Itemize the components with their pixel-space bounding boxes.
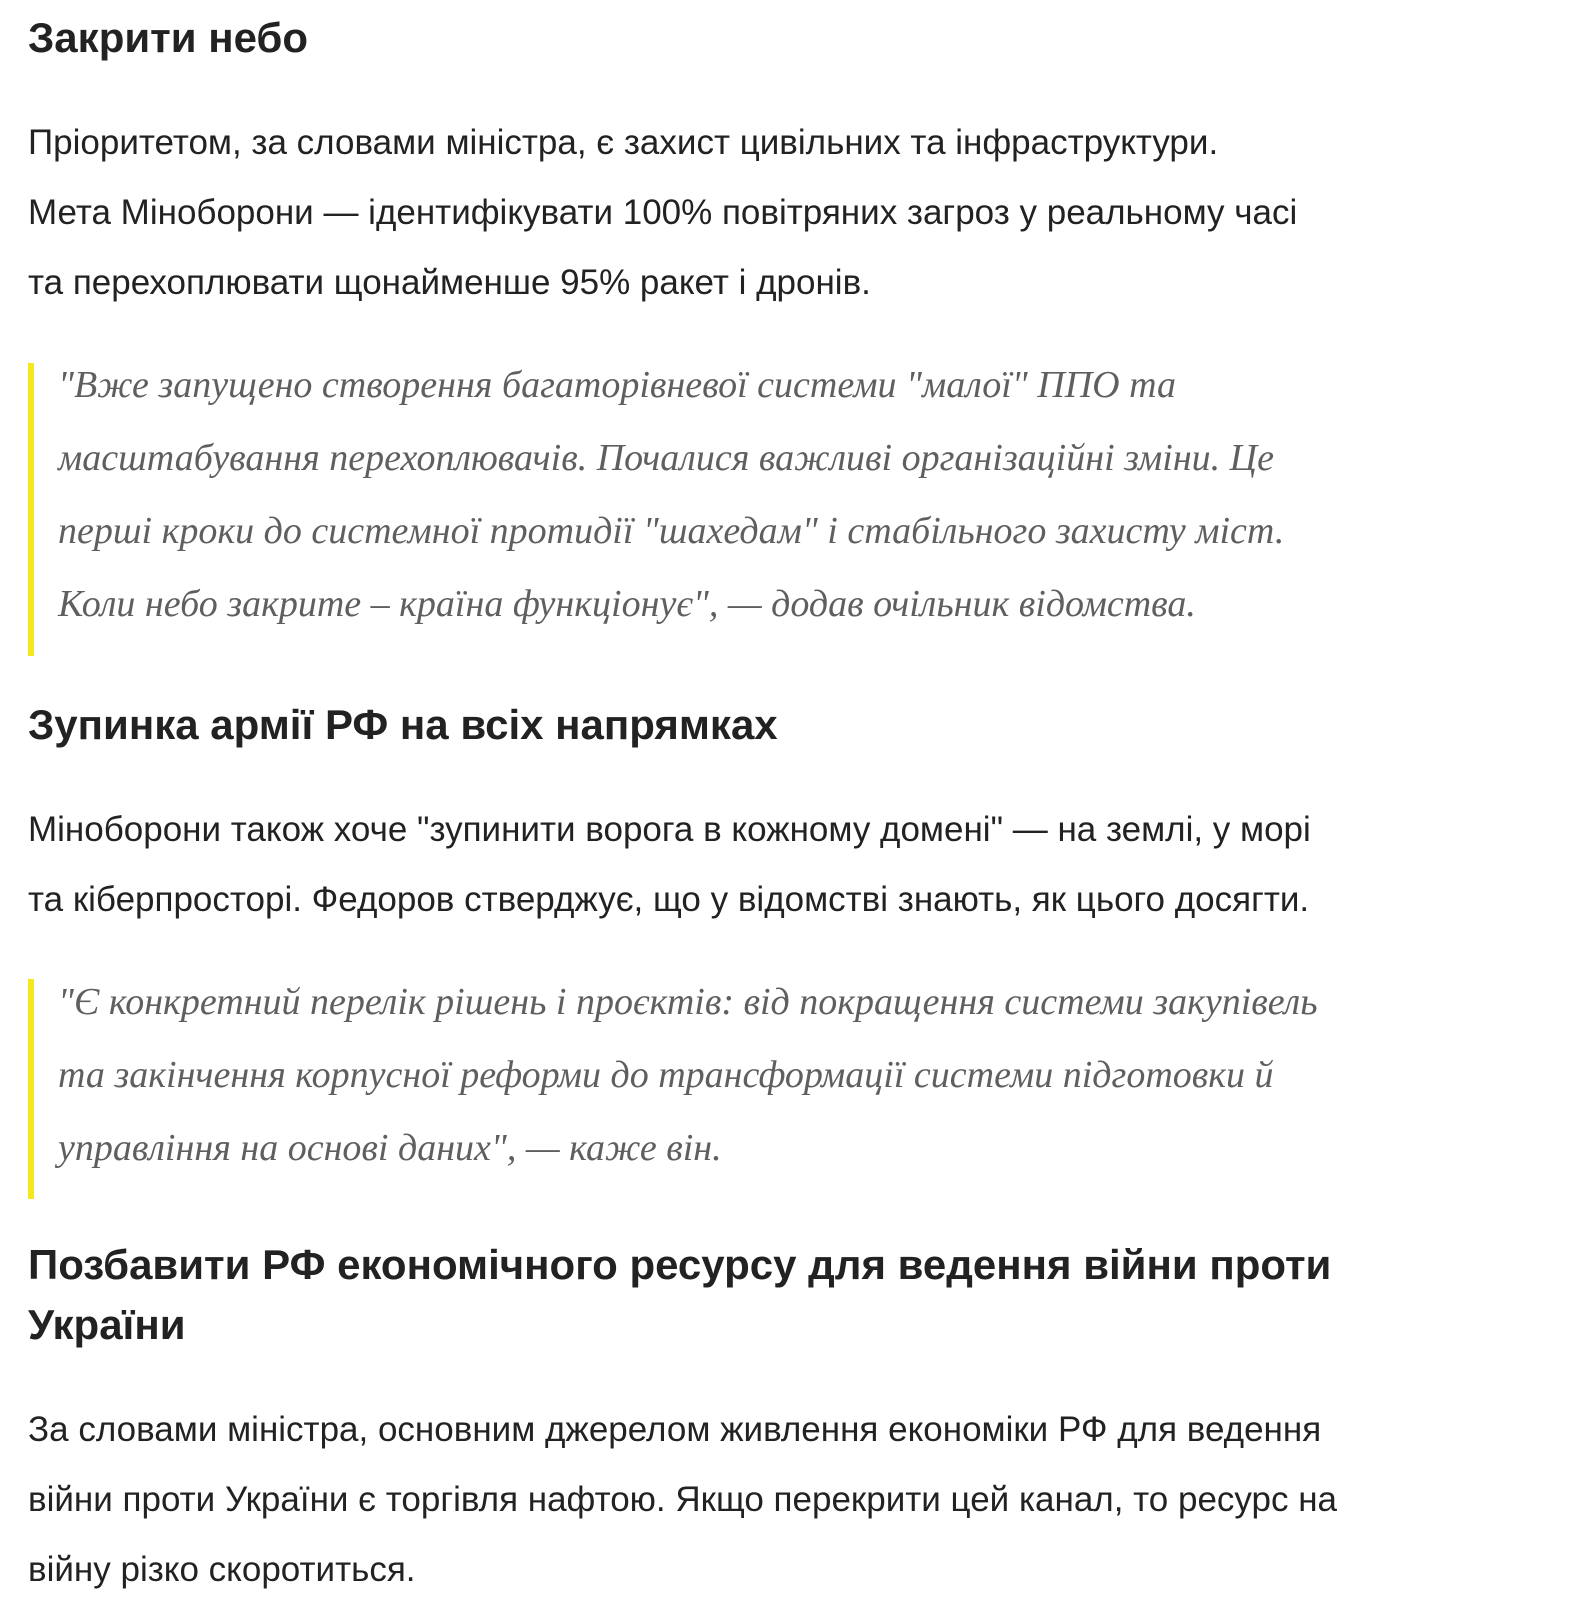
section-heading-close-sky: Закрити небо bbox=[28, 14, 308, 61]
quote-line: "Є конкретний перелік рішень і проєктів: від покращення системи закупівель bbox=[58, 981, 1318, 1023]
paragraph-line: Міноборони також хоче "зупинити ворога в кожному домені" — на землі, у морі bbox=[28, 810, 1311, 849]
quote-line: Коли небо закрите – країна функціонує", — додав очільник відомства. bbox=[58, 583, 1196, 625]
section-heading-stop-army: Зупинка армії РФ на всіх напрямках bbox=[28, 701, 778, 748]
quote-line: та закінчення корпусної реформи до трансформації системи підготовки й bbox=[58, 1054, 1274, 1096]
heading-line: Позбавити РФ економічного ресурсу для ведення війни проти bbox=[28, 1241, 1332, 1288]
quote-line: "Вже запущено створення багаторівневої системи "малої" ППО та bbox=[58, 364, 1176, 406]
paragraph-line: та кіберпросторі. Федоров стверджує, що у відомстві знають, як цього досягти. bbox=[28, 880, 1310, 919]
paragraph-stop-army bbox=[28, 795, 1573, 935]
paragraph-close-sky bbox=[28, 108, 1573, 318]
paragraph-line: Пріоритетом, за словами міністра, є захист цивільних та інфраструктури. bbox=[28, 123, 1219, 162]
paragraph-line: війну різко скоротиться. bbox=[28, 1550, 416, 1589]
heading-line: України bbox=[28, 1301, 186, 1348]
section-heading-economic-resource bbox=[28, 1235, 1573, 1355]
paragraph-economic-resource bbox=[28, 1395, 1583, 1605]
paragraph-line: та перехоплювати щонайменше 95% ракет і дронів. bbox=[28, 263, 871, 302]
paragraph-line: За словами міністра, основним джерелом живлення економіки РФ для ведення bbox=[28, 1410, 1322, 1449]
paragraph-line: Мета Міноборони — ідентифікувати 100% повітряних загроз у реальному часі bbox=[28, 193, 1298, 232]
paragraph-line: війни проти України є торгівля нафтою. Якщо перекрити цей канал, то ресурс на bbox=[28, 1480, 1337, 1519]
quote-line: масштабування перехоплювачів. Почалися важливі організаційні зміни. Це bbox=[58, 437, 1274, 479]
quote-stop-army bbox=[28, 979, 1590, 1199]
quote-line: управління на основі даних", — каже він. bbox=[58, 1127, 722, 1169]
quote-line: перші кроки до системної протидії "шахедам" і стабільного захисту міст. bbox=[58, 510, 1285, 552]
quote-close-sky bbox=[28, 363, 1573, 656]
